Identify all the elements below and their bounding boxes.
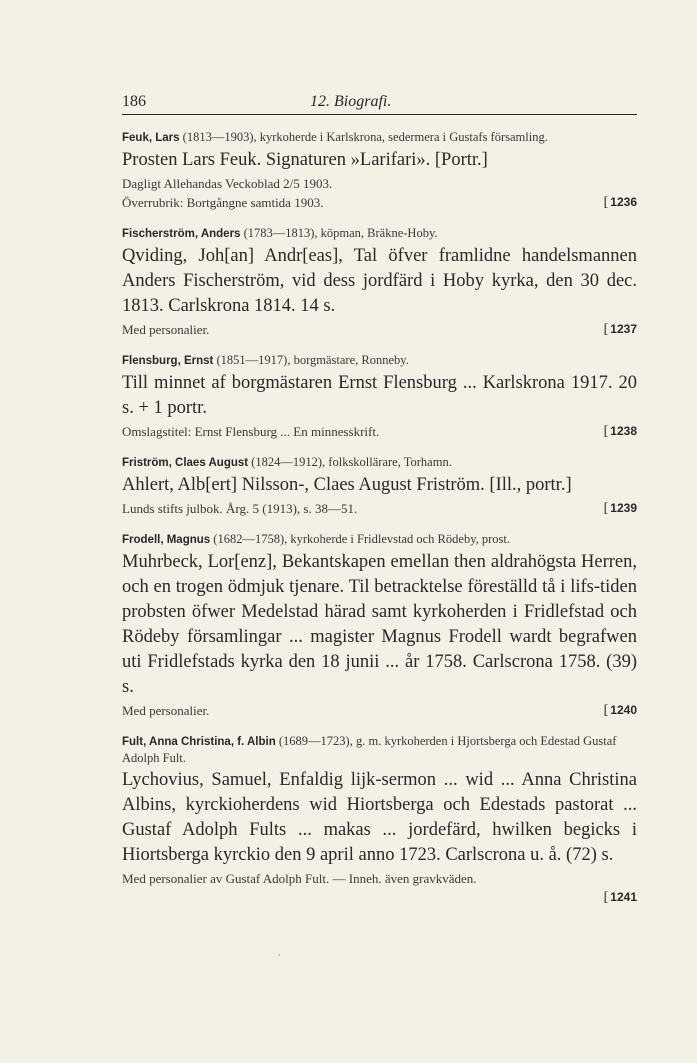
entry-title: Lychovius, Samuel, Enfaldig lijk-sermon ... wid ... Anna Christina Albins, kyrckioherdens wid Hiortsberga och Edestads pastorat ... Gustaf Adolph Fults ... makas ... jordefärd, hwilken begicks i Hiortsberga kyrckio den 9 april anno 1723. Carlscrona u. å. (72) s. bbox=[122, 770, 637, 865]
page bbox=[122, 90, 637, 906]
entry-number: [ 1236 bbox=[603, 195, 637, 210]
entry-title: Ahlert, Alb[ert] Nilsson-, Claes August Friström. [Ill., portr.] bbox=[122, 475, 572, 495]
entry-note: Med personalier av Gustaf Adolph Fult. — Inneh. även gravkväden. bbox=[122, 871, 477, 886]
chapter-title: 12. Biografi. bbox=[310, 93, 392, 110]
entry-number: [ 1238 bbox=[603, 424, 637, 439]
entry-title: Prosten Lars Feuk. Signaturen »Larifari». [Portr.] bbox=[122, 150, 488, 170]
entry-1241 bbox=[122, 733, 637, 906]
paper-speck bbox=[278, 954, 280, 956]
entry-head: Frodell, Magnus (1682—1758), kyrkoherde i Fridlevstad och Rödeby, prost. bbox=[122, 532, 511, 546]
entry-number: [ 1241 bbox=[603, 890, 637, 905]
entry-head: Fischerström, Anders (1783—1813), köpman, Bräkne-Hoby. bbox=[122, 226, 438, 240]
entry-1236 bbox=[122, 129, 637, 211]
entry-number: [ 1239 bbox=[603, 501, 637, 516]
entry-head: Flensburg, Ernst (1851—1917), borgmästare, Ronneby. bbox=[122, 353, 409, 367]
page-number: 186 bbox=[122, 93, 146, 110]
entry-1238 bbox=[122, 352, 637, 440]
entry-note: Lunds stifts julbok. Årg. 5 (1913), s. 38—51. [ 1239 bbox=[122, 501, 637, 516]
entry-title: Muhrbeck, Lor[enz], Bekantskapen emellan then aldrahögsta Herren, och en trogen ödmjuk tjenare. Til betracktelse föreställd tå i lifs-tiden probsten öfwer Medelstad härad samt kyrkoherden i Fridlefstad och Rödeby församlingar ... magister Magnus Frodell wardt begrafwen uti Fridlefstads kyrka den 18 junii ... år 1758. Carlscrona 1758. (39) s. bbox=[122, 552, 637, 697]
entry-number: [ 1237 bbox=[603, 322, 637, 337]
entry-head: Fult, Anna Christina, f. Albin (1689—1723), g. m. kyrkoherden i Hjortsberga och Edestad Gustaf Adolph Fult. bbox=[122, 734, 617, 765]
entry-number: [ 1240 bbox=[603, 703, 637, 718]
entry-note: Omslagstitel: Ernst Flensburg ... En minnesskrift. [ 1238 bbox=[122, 424, 637, 439]
entry-head: Feuk, Lars (1813—1903), kyrkoherde i Karlskrona, sedermera i Gustafs församling. bbox=[122, 130, 548, 144]
entry-note: Överrubrik: Bortgångne samtida 1903. [ 1236 bbox=[122, 195, 637, 210]
entry-1240 bbox=[122, 531, 637, 719]
entry-head: Friström, Claes August (1824—1912), folkskollärare, Torhamn. bbox=[122, 455, 452, 469]
entry-1239 bbox=[122, 454, 637, 517]
entry-1237 bbox=[122, 225, 637, 338]
entry-title: Qviding, Joh[an] Andr[eas], Tal öfver framlidne handelsmannen Anders Fischerström, vid dess jordfärd i Hoby kyrka, den 30 dec. 1813. Carlskrona 1814. 14 s. bbox=[122, 246, 637, 316]
entry-note: Dagligt Allehandas Veckoblad 2/5 1903. bbox=[122, 176, 333, 191]
entry-title: Till minnet af borgmästaren Ernst Flensburg ... Karlskrona 1917. 20 s. + 1 portr. bbox=[122, 373, 637, 418]
entry-note: Med personalier. [ 1240 bbox=[122, 703, 637, 718]
running-head bbox=[122, 90, 637, 115]
entry-note: Med personalier. [ 1237 bbox=[122, 322, 637, 337]
entry-number-line bbox=[122, 889, 637, 906]
